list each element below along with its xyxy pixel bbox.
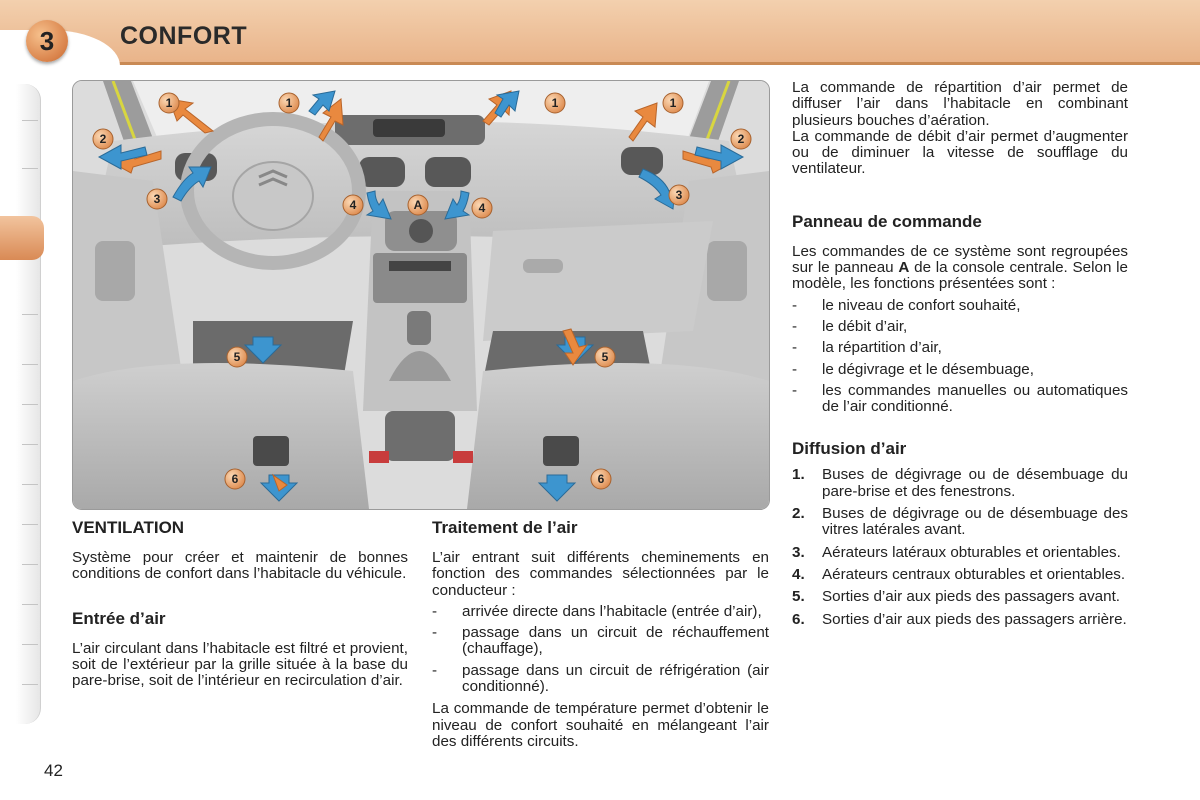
thumb-tab-divider xyxy=(22,120,38,121)
thumb-tab-divider xyxy=(22,444,38,445)
air-distribution-illustration xyxy=(72,80,770,510)
center-right-vent xyxy=(425,157,471,187)
list-item: - le dégivrage et le désembuage, xyxy=(792,360,1034,378)
left-front-seat xyxy=(73,363,369,509)
thumb-tab-divider xyxy=(22,644,38,645)
ventilation-heading: VENTILATION xyxy=(72,518,185,537)
marker-5 xyxy=(227,347,247,367)
thumb-tab-divider xyxy=(22,484,38,485)
svg-text:2: 2 xyxy=(99,132,107,146)
svg-text:1: 1 xyxy=(285,96,293,110)
glovebox xyxy=(483,221,713,341)
numbered-item: 2. Buses de dégivrage ou de désembuage des vitres latérales avant. xyxy=(792,505,1128,539)
right-column xyxy=(792,80,1128,628)
marker-1 xyxy=(545,93,565,113)
svg-text:6: 6 xyxy=(231,472,239,486)
svg-text:6: 6 xyxy=(597,472,605,486)
numbered-item: 5. Sorties d’air aux pieds des passagers avant. xyxy=(792,588,1121,606)
thumb-tab-active-chapter-3 xyxy=(0,216,44,260)
svg-text:4: 4 xyxy=(478,201,486,215)
entree-air-text: L’air circulant dans l’habitacle est filtré et provient, soit de l’extérieur par la grille située à la base du pare-brise, soit de l’intérieur en recirculation d’air. xyxy=(72,639,408,690)
radio-unit xyxy=(373,253,467,303)
svg-text:3: 3 xyxy=(153,192,161,206)
svg-text:5: 5 xyxy=(233,350,241,364)
repartition-paragraph: La commande de répartition d’air permet de diffuser l’air dans l’habitacle en combinant plusieurs bouches d’aération. xyxy=(792,79,1128,129)
marker-5 xyxy=(595,347,615,367)
marker-4 xyxy=(343,195,363,215)
traitement-heading: Traitement de l’air xyxy=(432,518,578,537)
marker-1 xyxy=(663,93,683,113)
thumb-tab-divider xyxy=(22,404,38,405)
center-left-vent xyxy=(359,157,405,187)
thumb-tab-divider xyxy=(22,524,38,525)
panneau-intro: Les commandes de ce système sont regroupées sur le panneau A de la console centrale. Selon le modèle, les fonctions présentées sont : xyxy=(792,242,1128,293)
marker-1 xyxy=(279,93,299,113)
right-front-seat xyxy=(467,363,769,509)
svg-text:1: 1 xyxy=(165,96,173,110)
numbered-item: 3. Aérateurs latéraux obturables et orientables. xyxy=(792,543,1121,561)
debit-paragraph: La commande de débit d’air permet d’augmenter ou de diminuer la vitesse de soufflage du ventilateur. xyxy=(792,127,1128,178)
diffusion-heading: Diffusion d’air xyxy=(792,439,907,459)
panneau-heading: Panneau de commande xyxy=(792,211,982,231)
ventilation-section xyxy=(72,518,408,689)
rear-console xyxy=(385,411,455,461)
marker-4 xyxy=(472,198,492,218)
numbered-item: 4. Aérateurs centraux obturables et orientables. xyxy=(792,565,1126,583)
list-item: - arrivée directe dans l’habitacle (entrée d’air), xyxy=(432,602,762,620)
ventilation-intro: Système pour créer et maintenir de bonnes conditions de confort dans l’habitacle du véhicule. xyxy=(72,549,408,583)
marker-3 xyxy=(669,185,689,205)
marker-2 xyxy=(731,129,751,149)
list-item: - passage dans un circuit de réchauffement (chauffage), xyxy=(432,624,769,658)
thumb-tab-divider xyxy=(22,314,38,315)
svg-text:3: 3 xyxy=(675,188,683,202)
marker-2 xyxy=(93,129,113,149)
marker-3 xyxy=(147,189,167,209)
list-item: - passage dans un circuit de réfrigération (air conditionné). xyxy=(432,661,769,696)
chapter-number-badge: 3 xyxy=(26,20,68,62)
list-item: - la répartition d’air, xyxy=(792,339,942,357)
thumb-tab-divider xyxy=(22,604,38,605)
list-item: - les commandes manuelles ou automatiques de l’air conditionné. xyxy=(792,381,1128,416)
gear-lever xyxy=(407,311,431,345)
marker-1 xyxy=(159,93,179,113)
list-item: - le débit d’air, xyxy=(792,317,908,335)
svg-text:A: A xyxy=(413,198,423,212)
svg-text:2: 2 xyxy=(737,132,745,146)
traitement-intro: L’air entrant suit différents cheminements en fonction des commandes sélectionnées par le conducteur : xyxy=(432,549,769,599)
thumb-tab-divider xyxy=(22,564,38,565)
marker-6 xyxy=(591,469,611,489)
chapter-title: CONFORT xyxy=(120,22,248,50)
thumb-tab-divider xyxy=(22,364,38,365)
svg-text:1: 1 xyxy=(669,96,677,110)
numbered-item: 6. Sorties d’air aux pieds des passagers arrière. xyxy=(792,610,1127,628)
diffusion-list xyxy=(792,467,1128,627)
thumb-tab-divider xyxy=(22,684,38,685)
svg-text:4: 4 xyxy=(349,198,357,212)
numbered-item: 1. Buses de dégivrage ou de désembuage du pare-brise et des fenestrons. xyxy=(792,466,1128,500)
svg-text:5: 5 xyxy=(601,350,609,364)
chapter-thumb-tabs xyxy=(0,84,40,724)
page-number: 42 xyxy=(44,761,63,780)
traitement-outro: La commande de température permet d’obtenir le niveau de confort souhaité en mélangeant l’air des différents circuits. xyxy=(432,700,769,750)
thumb-tab-divider xyxy=(22,168,38,169)
marker-6 xyxy=(225,469,245,489)
marker-a xyxy=(408,195,428,215)
svg-text:1: 1 xyxy=(551,96,559,110)
traitement-section xyxy=(432,518,769,750)
list-item: - le niveau de confort souhaité, xyxy=(792,296,1021,314)
entree-air-heading: Entrée d’air xyxy=(72,608,166,628)
